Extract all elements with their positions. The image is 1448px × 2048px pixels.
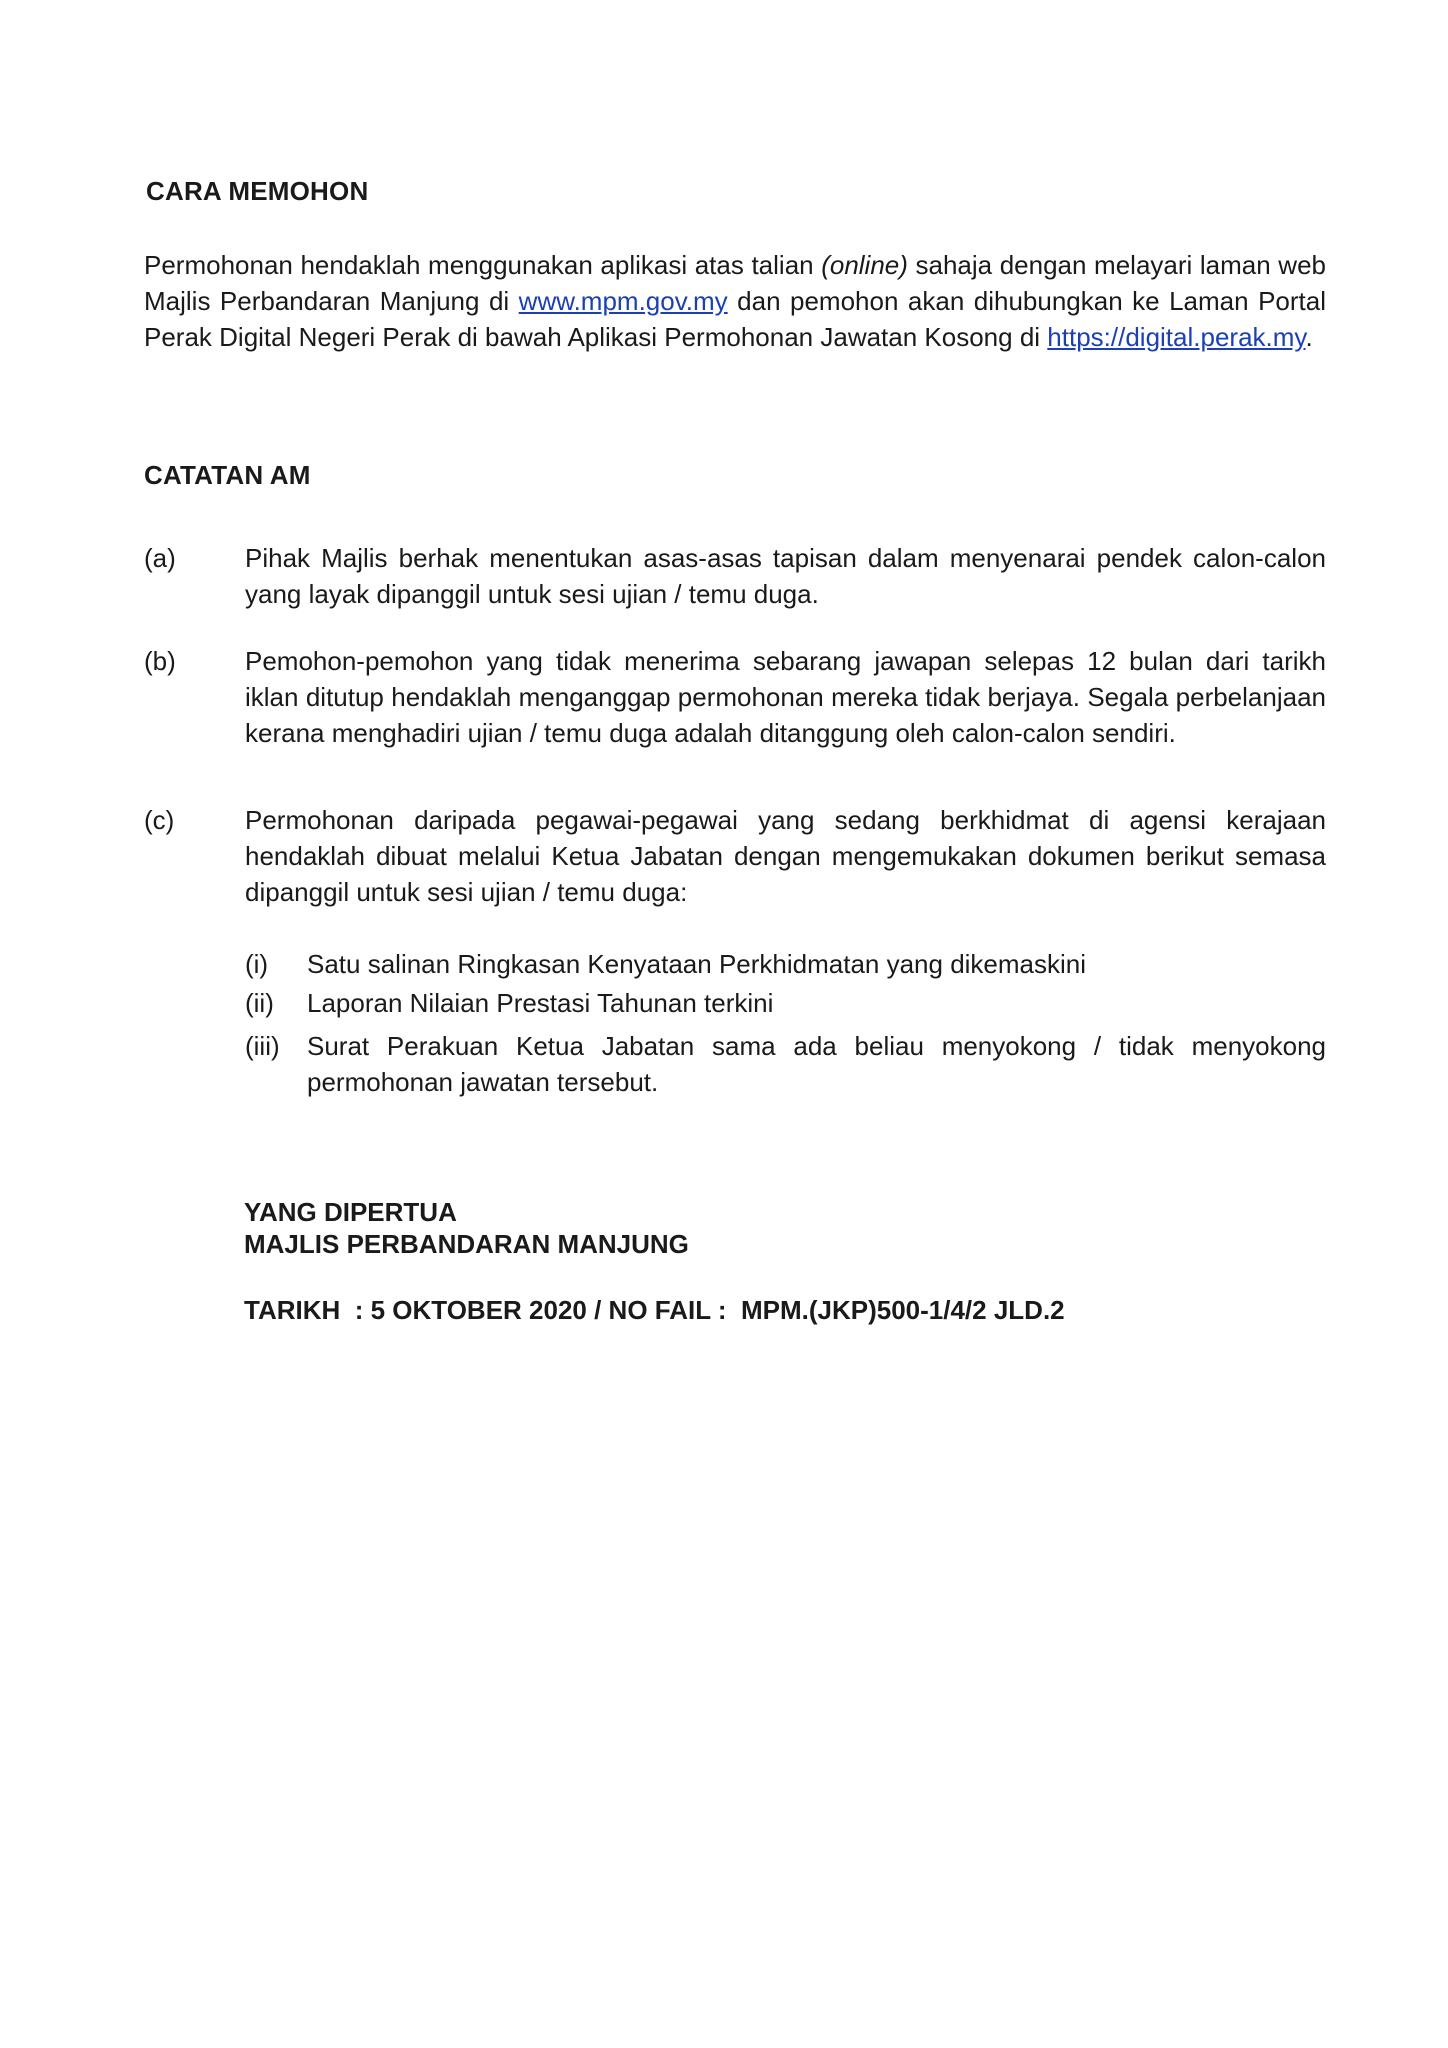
sub-list-item <box>245 946 1326 982</box>
cara-memohon-paragraph <box>144 247 1326 355</box>
sub-list-item-label: (i) <box>245 949 269 979</box>
catatan-am-heading: CATATAN AM <box>144 460 311 490</box>
list-item-text: Pihak Majlis berhak menentukan asas-asas tapisan dalam menyenarai pendek calon-calon yang layak dipanggil untuk sesi ujian / temu duga. <box>245 543 1326 609</box>
cara-memohon-text-3: dan pemohon akan dihubungkan ke Laman Portal Perak Digital Negeri Perak di bawah Aplikasi Permohonan Jawatan Kosong di <box>144 286 1326 352</box>
cara-memohon-text-2: sahaja dengan melayari laman web Majlis Perbandaran Manjung di <box>144 250 1326 316</box>
sub-list-item <box>245 1028 1326 1100</box>
online-text: (online) <box>821 250 908 280</box>
sub-list-item-text: Laporan Nilaian Prestasi Tahunan terkini <box>307 988 774 1018</box>
digital-perak-link[interactable]: https://digital.perak.my <box>1047 322 1306 352</box>
signatory-title: YANG DIPERTUA <box>244 1197 457 1227</box>
sub-list-item <box>245 985 1326 1021</box>
cara-memohon-heading: CARA MEMOHON <box>146 176 369 206</box>
sub-list-item-text: Satu salinan Ringkasan Kenyataan Perkhidmatan yang dikemaskini <box>307 949 1087 979</box>
cara-memohon-text-1: Permohonan hendaklah menggunakan aplikasi atas talian <box>144 250 822 280</box>
cara-memohon-text-4: . <box>1305 322 1313 352</box>
signatory-organisation: MAJLIS PERBANDARAN MANJUNG <box>244 1229 689 1259</box>
list-item-label: (b) <box>144 646 176 676</box>
sub-list-item-label: (ii) <box>245 988 274 1018</box>
mpm-website-link[interactable]: www.mpm.gov.my <box>518 286 728 316</box>
list-item-text: Permohonan daripada pegawai-pegawai yang sedang berkhidmat di agensi kerajaan hendaklah dibuat melalui Ketua Jabatan dengan mengemukakan dokumen berikut semasa dipanggil untuk sesi ujian / temu duga: <box>245 805 1326 907</box>
sub-list-item-text: Surat Perakuan Ketua Jabatan sama ada beliau menyokong / tidak menyokong permohonan jawatan tersebut. <box>307 1031 1326 1097</box>
list-item <box>144 540 1326 612</box>
list-item-label: (c) <box>144 805 175 835</box>
list-item-label: (a) <box>144 543 176 573</box>
list-item-text: Pemohon-pemohon yang tidak menerima sebarang jawapan selepas 12 bulan dari tarikh iklan ditutup hendaklah menganggap permohonan mereka tidak berjaya. Segala perbelanjaan kerana menghadiri ujian / temu duga adalah ditanggung oleh calon-calon sendiri. <box>245 646 1326 748</box>
list-item <box>144 643 1326 751</box>
sub-list-item-label: (iii) <box>245 1031 280 1061</box>
date-file-reference: TARIKH : 5 OKTOBER 2020 / NO FAIL : MPM.(JKP)500-1/4/2 JLD.2 <box>244 1295 1065 1325</box>
list-item <box>144 802 1326 910</box>
